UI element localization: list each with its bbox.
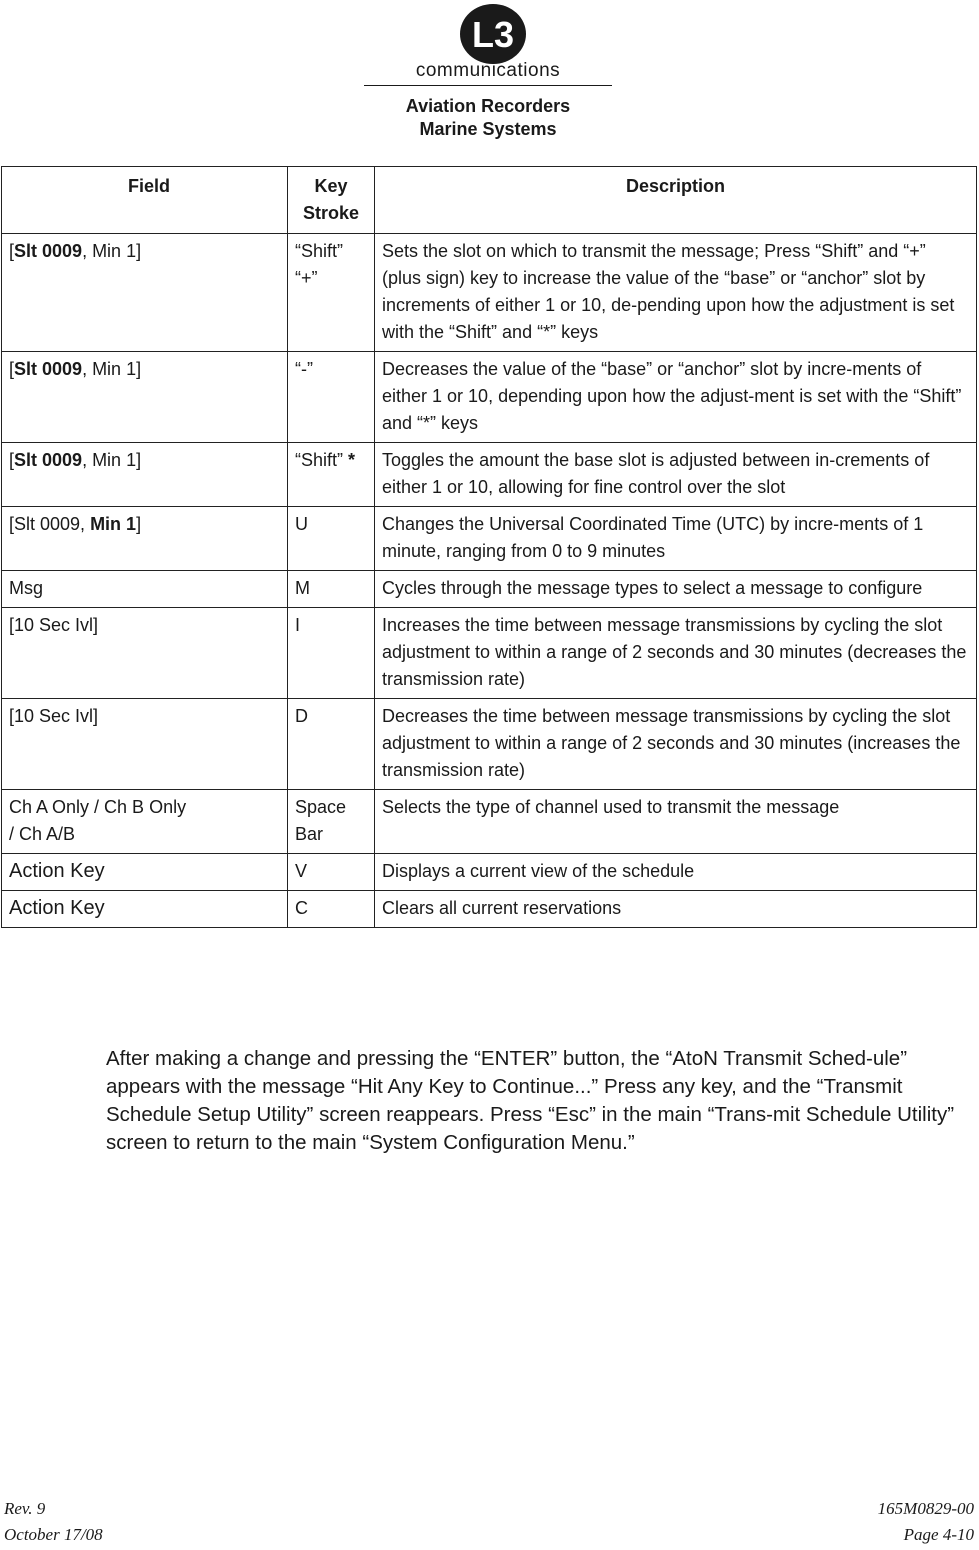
cell-field: [Slt 0009, Min 1] [2,443,288,507]
cell-field: Action Key [2,854,288,891]
cell-description: Selects the type of channel used to transmit the message [375,790,977,854]
cell-description: Decreases the value of the “base” or “anchor” slot by incre-ments of either 1 or 10, depending upon how the adjust-ment is set with the “Shift” and “*” keys [375,352,977,443]
table-header-row [2,167,977,234]
table-row [2,443,977,507]
table-row [2,790,977,854]
cell-description: Changes the Universal Coordinated Time (UTC) by incre-ments of 1 minute, ranging from 0 to 9 minutes [375,507,977,571]
cell-key: “Shift” * [288,443,375,507]
cell-key: V [288,854,375,891]
table-row [2,571,977,608]
footer-doc-number: 165M0829-00 [877,1499,974,1518]
cell-description: Cycles through the message types to select a message to configure [375,571,977,608]
l3-logo-icon [458,2,528,66]
table-row [2,234,977,352]
table-row [2,352,977,443]
cell-field: [10 Sec Ivl] [2,699,288,790]
cell-key: I [288,608,375,699]
cell-description: Increases the time between message transmissions by cycling the slot adjustment to within a range of 2 seconds and 30 minutes (decreases the transmission rate) [375,608,977,699]
table-row [2,891,977,928]
logo-rule [364,85,612,86]
cell-description: Toggles the amount the base slot is adjusted between in-crements of either 1 or 10, allowing for fine control over the slot [375,443,977,507]
header-field: Field [2,167,288,234]
cell-key: D [288,699,375,790]
cell-field: [Slt 0009, Min 1] [2,352,288,443]
cell-field: [Slt 0009, Min 1] [2,507,288,571]
division-line-2: Marine Systems [419,119,557,139]
cell-key: Space Bar [288,790,375,854]
logo-wordmark: communications [415,60,561,81]
cell-key: “Shift” “+” [288,234,375,352]
cell-field: [10 Sec Ivl] [2,608,288,699]
cell-field: Msg [2,571,288,608]
division-line-1: Aviation Recorders [405,96,571,116]
logo-mark: L3 [471,14,515,55]
cell-key: U [288,507,375,571]
table-row [2,854,977,891]
cell-description: Clears all current reservations [375,891,977,928]
cell-description: Sets the slot on which to transmit the message; Press “Shift” and “+” (plus sign) key to increase the value of the “base” or “anchor” slot by increments of either 1 or 10, de-pending upon how the adjustment is set with the “Shift” and “*” keys [375,234,977,352]
footer-date: October 17/08 [4,1525,103,1544]
table-row [2,699,977,790]
page-header [0,0,979,150]
keystroke-table [1,166,977,928]
table-row [2,507,977,571]
cell-key: M [288,571,375,608]
body-paragraph: After making a change and pressing the “ENTER” button, the “AtoN Transmit Sched-ule” appears with the message “Hit Any Key to Continue...” Press any key, and the “Transmit Schedule Setup Utility” screen reappears. Press “Esc” in the main “Trans-mit Schedule Utility” screen to return to the main “System Configuration Menu.” [106,1047,955,1154]
cell-description: Displays a current view of the schedule [375,854,977,891]
cell-field: Action Key [2,891,288,928]
cell-key: C [288,891,375,928]
cell-description: Decreases the time between message transmissions by cycling the slot adjustment to within a range of 2 seconds and 30 minutes (increases the transmission rate) [375,699,977,790]
cell-field: [Slt 0009, Min 1] [2,234,288,352]
cell-field: Ch A Only / Ch B Only / Ch A/B [2,790,288,854]
footer-revision: Rev. 9 [4,1499,46,1518]
footer-page-number: Page 4-10 [903,1525,974,1544]
table-row [2,608,977,699]
header-key-stroke: Key Stroke [288,167,375,234]
cell-key: “-” [288,352,375,443]
header-description: Description [375,167,977,234]
